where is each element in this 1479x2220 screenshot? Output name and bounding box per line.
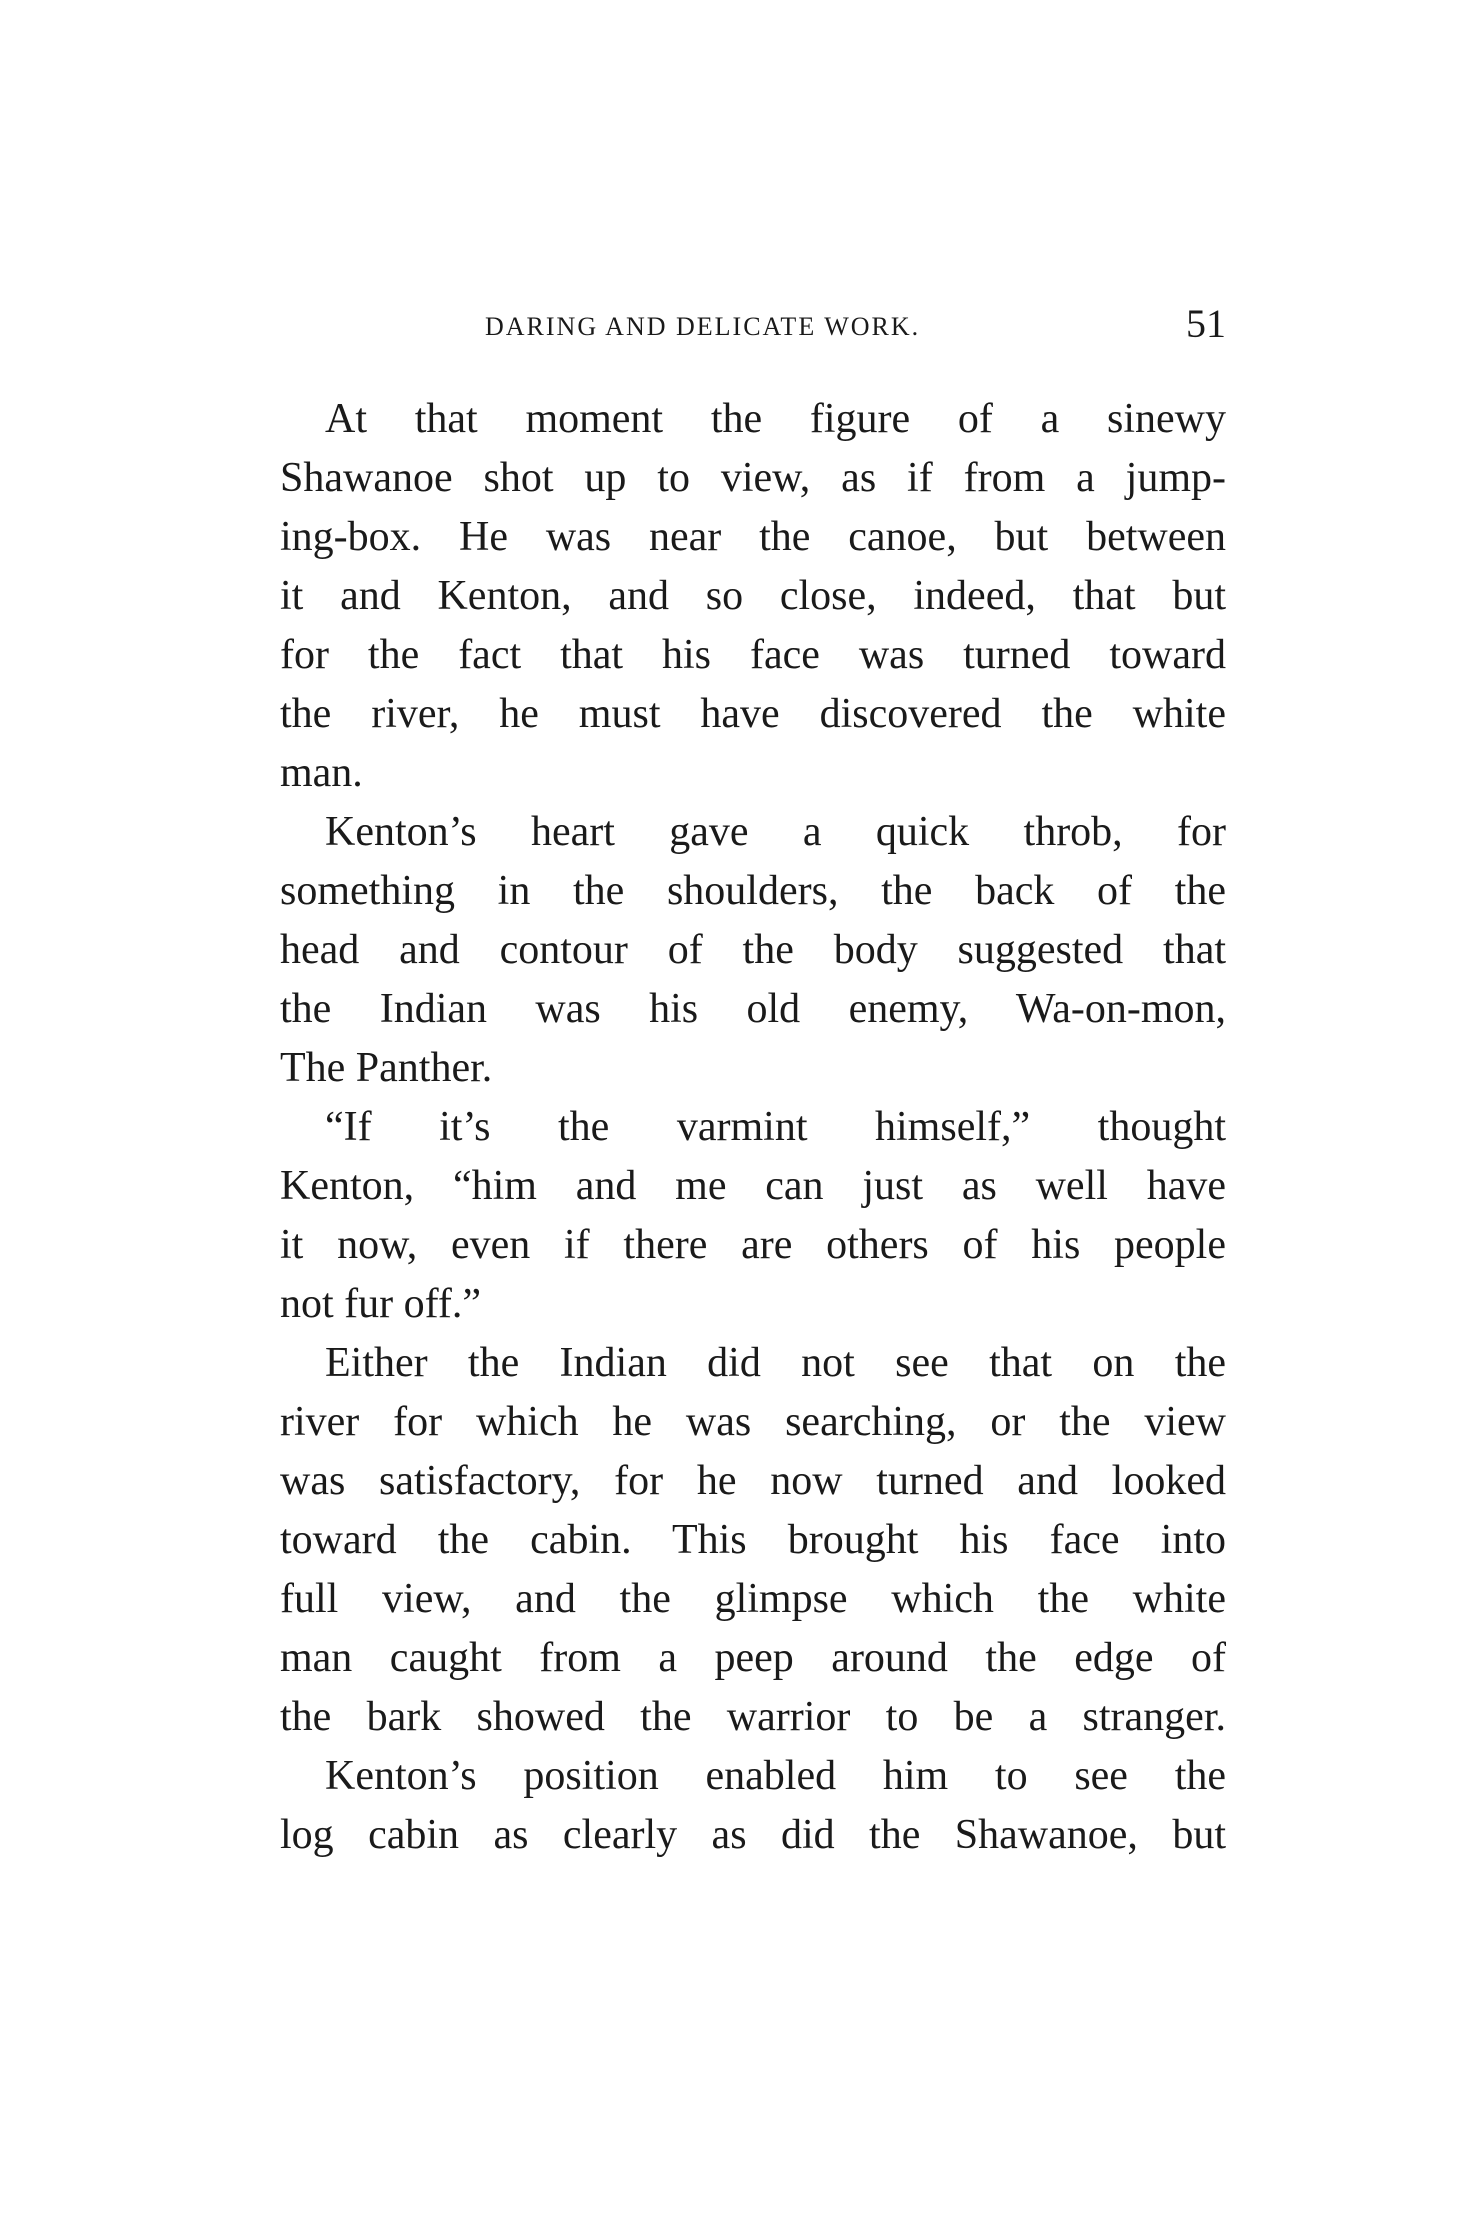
page-header — [280, 300, 1226, 360]
text-line: full view, and the glimpse which the white — [280, 1576, 1226, 1622]
text-line: ing-box. He was near the canoe, but between — [280, 514, 1226, 560]
text-line: At that moment the figure of a sinewy — [325, 396, 1226, 442]
text-line: something in the shoulders, the back of the — [280, 868, 1226, 914]
text-line: for the fact that his face was turned toward — [280, 632, 1226, 678]
text-line: the river, he must have discovered the white — [280, 691, 1226, 737]
body-text — [280, 390, 1226, 1865]
text-line: the bark showed the warrior to be a stranger. — [280, 1694, 1226, 1740]
running-head: DARING AND DELICATE WORK. — [485, 312, 921, 341]
text-line: toward the cabin. This brought his face into — [280, 1517, 1226, 1563]
text-line: it now, even if there are others of his people — [280, 1222, 1226, 1268]
page-number: 51 — [1186, 301, 1226, 346]
text-line: man. — [280, 750, 363, 796]
text-line: was satisfactory, for he now turned and looked — [280, 1458, 1226, 1504]
text-line: Kenton, “him and me can just as well have — [280, 1163, 1226, 1209]
text-line: the Indian was his old enemy, Wa-on-mon, — [280, 986, 1226, 1032]
text-line: Kenton’s heart gave a quick throb, for — [325, 809, 1226, 855]
text-line: Either the Indian did not see that on the — [325, 1340, 1226, 1386]
text-line: head and contour of the body suggested that — [280, 927, 1226, 973]
text-line: The Panther. — [280, 1045, 493, 1091]
text-line: “If it’s the varmint himself,” thought — [325, 1104, 1226, 1150]
text-line: it and Kenton, and so close, indeed, that but — [280, 573, 1226, 619]
text-line: river for which he was searching, or the view — [280, 1399, 1226, 1445]
text-line: log cabin as clearly as did the Shawanoe, but — [280, 1812, 1226, 1858]
text-line: man caught from a peep around the edge of — [280, 1635, 1226, 1681]
text-line: Kenton’s position enabled him to see the — [325, 1753, 1226, 1799]
text-line: Shawanoe shot up to view, as if from a jump- — [280, 455, 1226, 501]
text-line: not fur off.” — [280, 1281, 481, 1327]
